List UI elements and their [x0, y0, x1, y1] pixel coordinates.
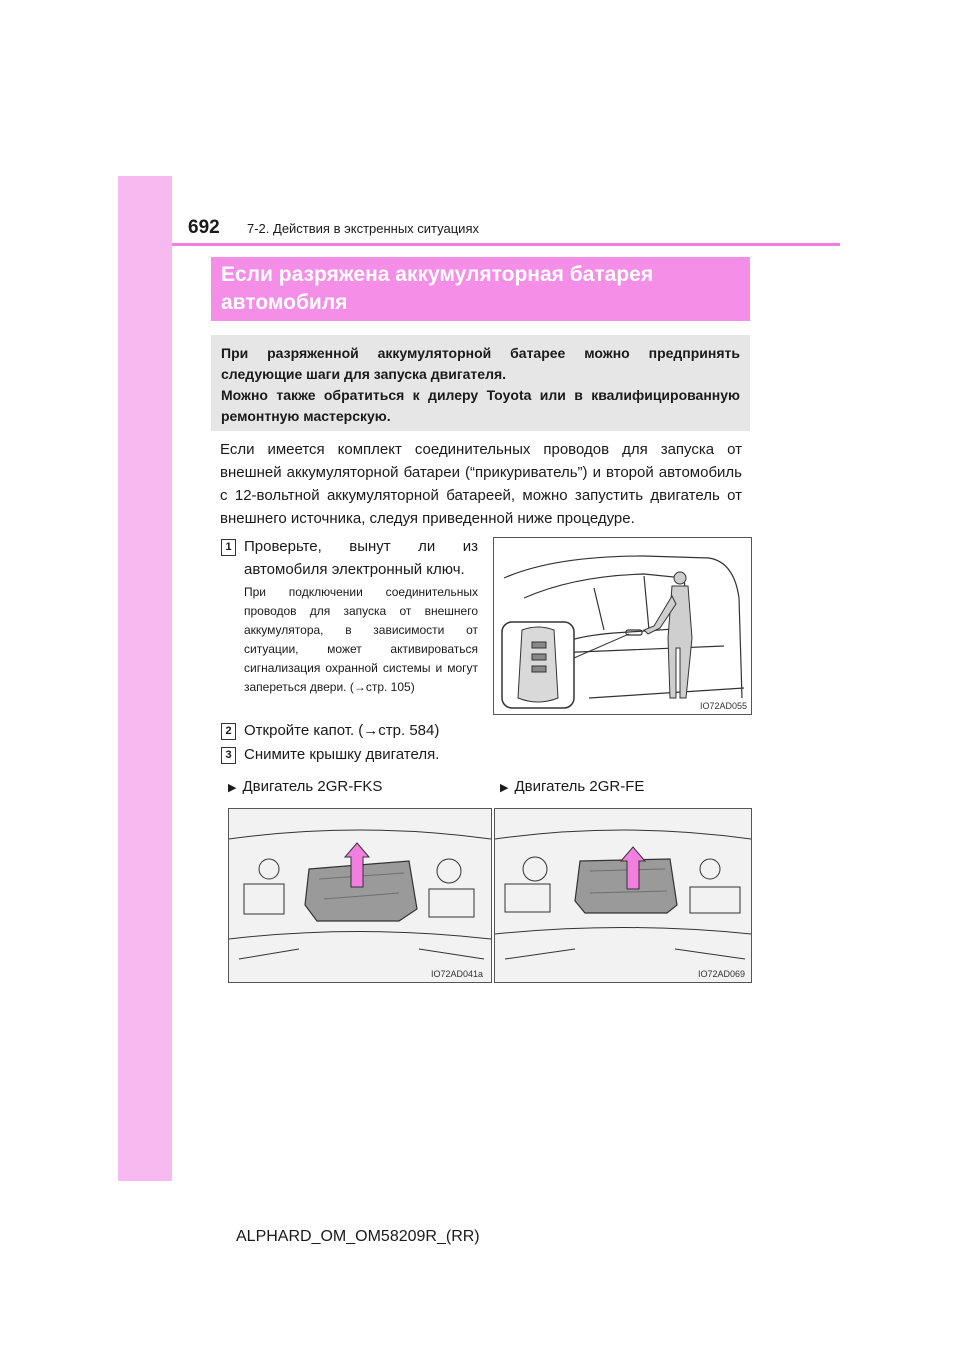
engine-label-2gr-fks-text: Двигатель 2GR-FKS: [242, 778, 383, 795]
intro-paragraph-2: Можно также обратиться к дилеру Toyota или в квалифицированную ремонтную мастерскую.: [221, 387, 740, 424]
figure-key-check: [493, 537, 752, 715]
header-rule: [172, 243, 840, 246]
step-3-text: Снимите крышку двигателя.: [244, 746, 440, 763]
section-title: 7-2. Действия в экстренных ситуациях: [247, 221, 479, 236]
figure-code-3: IO72AD069: [697, 969, 745, 979]
side-band: [118, 176, 172, 1181]
car-door-illustration: [494, 538, 751, 714]
step-3-number: 3: [221, 747, 236, 764]
step-2-text: Откройте капот. (→стр. 584): [244, 722, 440, 739]
document-code: ALPHARD_OM_OM58209R_(RR): [236, 1228, 480, 1245]
intro-box: [211, 335, 750, 431]
figure-engine-2gr-fks: [228, 808, 492, 983]
title-line-1: Если разряжена аккумуляторная батарея: [221, 263, 654, 286]
engine-label-2gr-fe-text: Двигатель 2GR-FE: [514, 778, 645, 795]
intro-paragraph-1: При разряженной аккумуляторной батарее можно предпринять следующие шаги для запуска двигателя.: [221, 345, 740, 382]
step-1-note: При подключении соединительных проводов для запуска от внешнего аккумулятора, в зависимости от ситуации, может активироваться сигнализация охранной системы и могут запереться двери. (→стр. 105): [244, 585, 478, 694]
body-paragraph: Если имеется комплект соединительных проводов для запуска от внешней аккумуляторной батареи (“прикуриватель”) и второй автомобиль с 12-вольтной аккумуляторной батареей, можно запустить двигатель от внешнего источника, следуя приведенной ниже процедуре.: [220, 441, 742, 527]
title-line-2: автомобиля: [221, 291, 348, 314]
engine-bay-illustration-2: [495, 809, 751, 982]
page-number: 692: [188, 217, 220, 238]
figure-code-2: IO72AD041a: [430, 969, 483, 979]
triangle-right-icon: ▶: [500, 782, 509, 794]
engine-label-2gr-fe: [500, 778, 644, 795]
figure-code-1: IO72AD055: [699, 701, 747, 711]
step-1-number: 1: [221, 539, 236, 556]
step-1-text: Проверьте, вынут ли из автомобиля электронный ключ.: [244, 538, 478, 578]
figure-engine-2gr-fe: [494, 808, 752, 983]
page-title: [211, 257, 750, 321]
engine-label-2gr-fks: [228, 778, 382, 795]
engine-bay-illustration-1: [229, 809, 491, 982]
step-2-number: 2: [221, 723, 236, 740]
triangle-right-icon: ▶: [228, 782, 237, 794]
